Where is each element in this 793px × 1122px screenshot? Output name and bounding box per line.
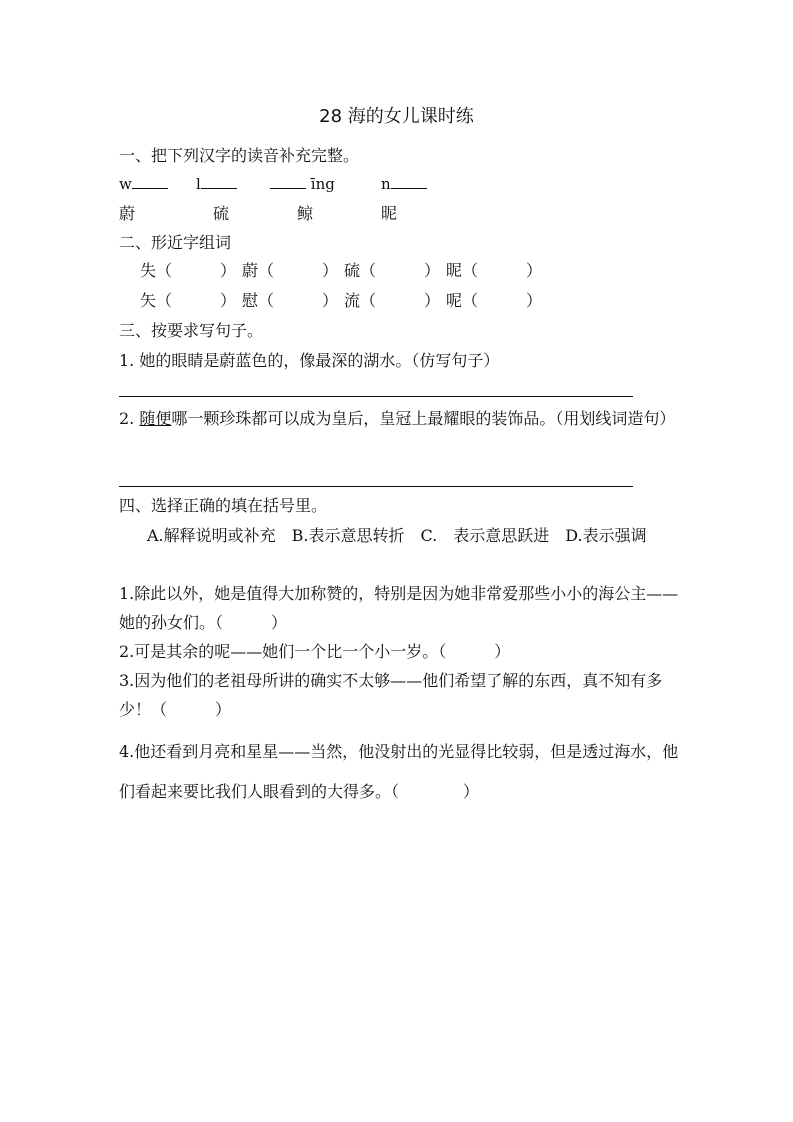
- worksheet-title: 28 海的女儿课时练: [319, 106, 474, 127]
- rewrite-question-1: 1. 她的眼睛是蔚蓝色的，像最深的湖水。（仿写句子）: [119, 351, 500, 370]
- pinyin-item-4: [381, 173, 427, 195]
- word-form-item: 流（ ）: [344, 291, 441, 310]
- rewrite-question-2: [119, 404, 679, 433]
- question-text: 哪一颗珍珠都可以成为皇后，皇冠上最耀眼的装饰品。（用划线词造句）: [171, 409, 676, 428]
- section1-heading: 一、把下列汉字的读音补充完整。: [119, 146, 360, 165]
- section4-heading: 四、选择正确的填在括号里。: [119, 496, 328, 515]
- choice-options: A.解释说明或补充 B.表示意思转折 C. 表示意思跃进 D.表示强调: [147, 526, 647, 545]
- char-item-2: 硫: [213, 204, 230, 223]
- section3-heading: 三、按要求写句子。: [119, 321, 264, 340]
- word-form-item: 蔚（ ）: [242, 261, 339, 280]
- answer-line-2[interactable]: [119, 486, 633, 487]
- pinyin-prefix: w: [119, 175, 132, 193]
- word-form-item: 呢（ ）: [446, 291, 543, 310]
- answer-line-1[interactable]: [119, 396, 633, 397]
- pinyin-blank[interactable]: [391, 173, 427, 189]
- pinyin-item-3: [270, 173, 335, 195]
- word-form-item: 失（ ）: [140, 261, 237, 280]
- pinyin-suffix: īng: [310, 175, 335, 193]
- pinyin-prefix: n: [381, 175, 391, 193]
- section2-heading: 二、形近字组词: [119, 233, 232, 252]
- pinyin-blank[interactable]: [201, 173, 237, 189]
- question-number: 2.: [119, 409, 140, 428]
- pinyin-item-1: [119, 173, 168, 195]
- choice-question-1: 1.除此以外，她是值得大加称赞的，特别是因为她非常爱那些小小的海公主——她的孙女们。（ ）: [119, 584, 679, 632]
- word-form-item: 矢（ ）: [140, 291, 237, 310]
- char-item-3: 鲸: [297, 204, 314, 223]
- word-form-item: 昵（ ）: [446, 261, 543, 280]
- char-item-1: 蔚: [119, 204, 136, 223]
- choice-question-3: 3.因为他们的老祖母所讲的确实不太够——他们希望了解的东西，真不知有多少！（ ）: [119, 671, 663, 719]
- word-form-item: 慰（ ）: [242, 291, 339, 310]
- pinyin-blank[interactable]: [132, 173, 168, 189]
- choice-question-4: 4.他还看到月亮和星星——当然，他没射出的光显得比较弱，但是透过海水，他们看起来要比我们人眼看到的大得多。（ ）: [119, 742, 679, 801]
- pinyin-prefix: l: [196, 175, 201, 193]
- pinyin-item-2: [196, 173, 237, 195]
- choice-question-2: 2.可是其余的呢——她们一个比一个小一岁。（ ）: [119, 642, 511, 661]
- char-item-4: 昵: [381, 204, 398, 223]
- underlined-word: 随便: [139, 409, 172, 428]
- pinyin-blank[interactable]: [270, 173, 306, 189]
- word-form-item: 硫（ ）: [344, 261, 441, 280]
